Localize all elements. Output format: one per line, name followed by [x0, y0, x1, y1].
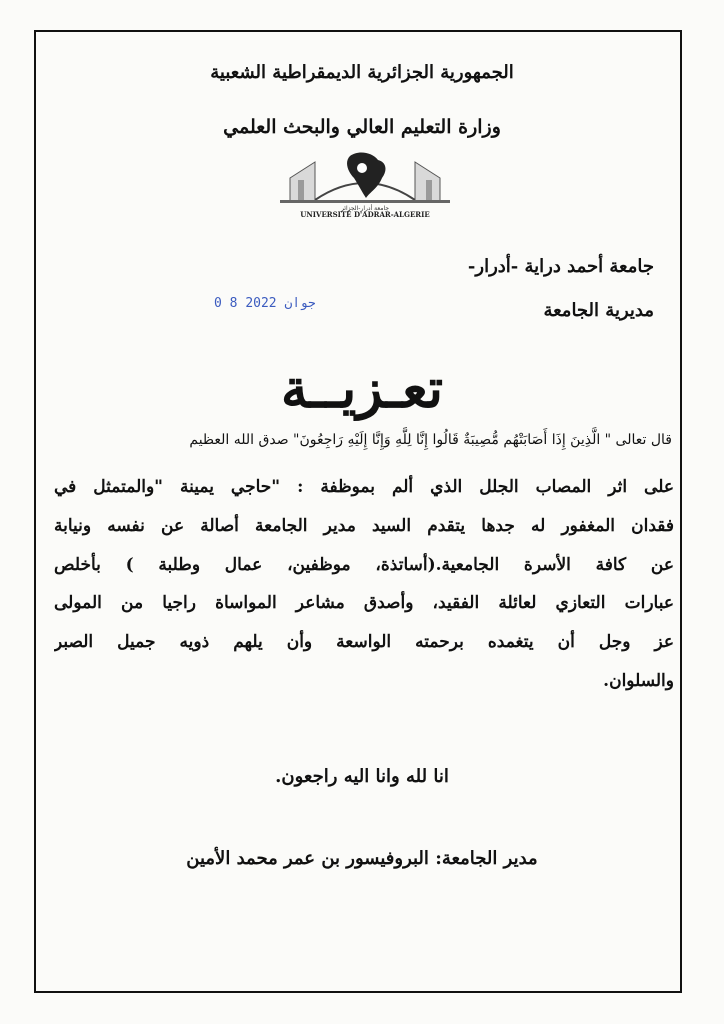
document-title: تعـزيــة: [280, 356, 444, 420]
sender-university: جامعة أحمد دراية -أدرار-: [467, 256, 654, 277]
signature-line: مدير الجامعة: البروفيسور بن عمر محمد الأمين: [186, 848, 538, 869]
body-line: عبارات التعازي لعائلة الفقيد، وأصدق مشاعر المواساة راجيا من المولى: [54, 593, 674, 614]
ministry-heading: وزارة التعليم العالي والبحث العلمي: [223, 116, 501, 138]
date-stamp: 0 8 جوان 2022: [214, 296, 316, 311]
university-logo: [270, 148, 460, 218]
body-line: عن كافة الأسرة الجامعية.(أساتذة، موظفين، عمال وطلبة ) بأخلص: [54, 554, 674, 575]
body-line: والسلوان.: [603, 670, 674, 691]
closing-phrase: انا لله وانا اليه راجعون.: [275, 766, 449, 787]
sender-directorate: مديرية الجامعة: [543, 300, 654, 321]
quran-verse: قال تعالى " الَّذِينَ إِذَا أَصَابَتْهُم مُّصِيبَةٌ قَالُوا إِنَّا لِلَّهِ وَإِنَّا إِلَيْهِ رَاجِعُونَ" صدق الله العظيم: [189, 432, 672, 448]
logo-caption-fr: UNIVERSITÉ D'ADRAR-ALGERIE: [300, 210, 430, 218]
body-line: فقدان المغفور له جدها يتقدم السيد مدير الجامعة أصالة عن نفسه ونيابة: [54, 515, 674, 536]
body-line: عز وجل أن يتغمده برحمته الواسعة وأن يلهم ذويه جميل الصبر: [54, 632, 674, 653]
logo-caption-ar: جامعة أدرار-الجزائر: [340, 205, 390, 212]
condolence-body: [54, 468, 674, 701]
body-line: على اثر المصاب الجلل الذي ألم بموظفة : "حاجي يمينة "والمتمثل في: [54, 477, 674, 497]
republic-heading: الجمهورية الجزائرية الديمقراطية الشعبية: [210, 62, 514, 83]
